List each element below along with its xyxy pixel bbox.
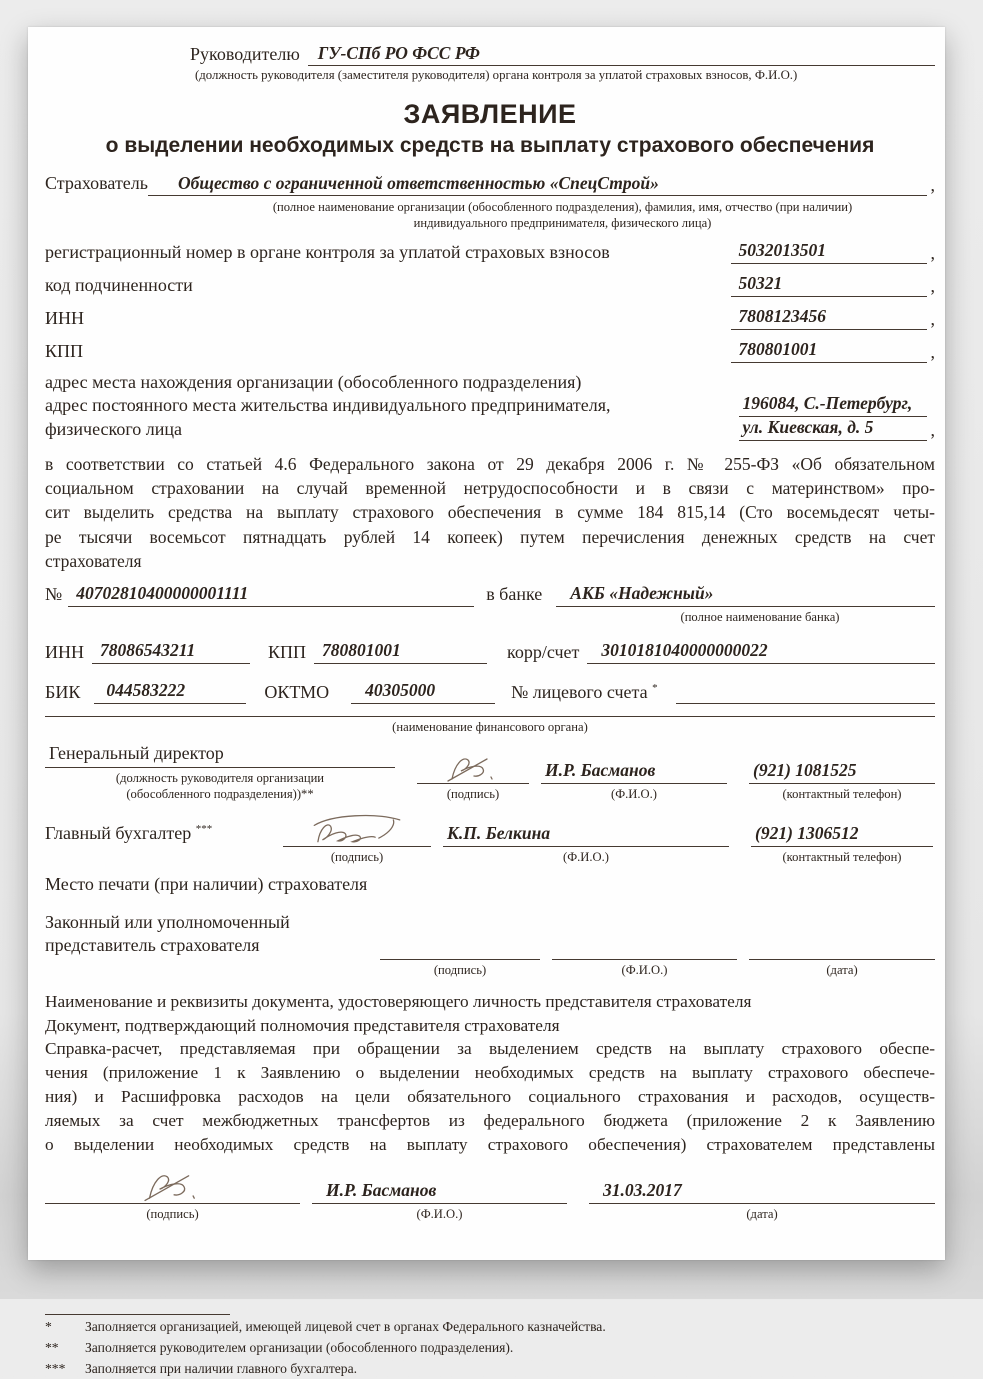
bank-inn-label: ИНН bbox=[45, 641, 84, 662]
document-page bbox=[28, 27, 945, 1377]
address-label bbox=[45, 371, 739, 441]
bank-kpp-field: 780801001 bbox=[314, 640, 487, 664]
corr-account-field: 3010181040000000022 bbox=[587, 640, 935, 664]
regnumber-field: 5032013501 bbox=[731, 240, 927, 264]
representative-date-col bbox=[749, 933, 935, 978]
addressee-row bbox=[190, 43, 935, 66]
final-signature-icon bbox=[141, 1168, 205, 1206]
final-name-col bbox=[312, 1177, 567, 1222]
documents-line: Наименование и реквизиты документа, удостоверяющего личность представителя страхователя bbox=[45, 991, 752, 1011]
fin-organ-caption: (наименование финансового органа) bbox=[392, 719, 588, 734]
accountant-sign-caption: (подпись) bbox=[330, 850, 384, 865]
footnote-row bbox=[45, 1317, 935, 1336]
director-position-caption bbox=[45, 770, 395, 802]
footnote-star: * bbox=[652, 681, 658, 694]
comma: , bbox=[930, 243, 935, 263]
accountant-phone-col bbox=[751, 820, 933, 865]
documents-line: ния) и Расшифровка расходов на цели обязательного социального страхования и расходов, осуществ- bbox=[45, 1087, 935, 1107]
addressee-label: Руководителю bbox=[190, 44, 300, 64]
director-phone-col bbox=[749, 757, 935, 802]
oktmo-field: 40305000 bbox=[351, 680, 495, 704]
accountant-name-field: К.П. Белкина bbox=[443, 820, 729, 847]
personal-account-field bbox=[676, 701, 935, 704]
footnote-stars: *** bbox=[195, 822, 213, 835]
address-row bbox=[45, 371, 935, 441]
subordination-field: 50321 bbox=[731, 273, 927, 297]
insured-label: Страхователь bbox=[45, 173, 148, 194]
footnote-mark: ** bbox=[45, 1340, 59, 1356]
inn-field: 7808123456 bbox=[731, 306, 927, 330]
comma: , bbox=[930, 309, 935, 329]
director-phone-field: (921) 1081525 bbox=[749, 757, 935, 784]
kpp-field: 780801001 bbox=[731, 339, 927, 363]
footnote-text: Заполняется организацией, имеющей лицевой счет в органах Федерального казначейства. bbox=[85, 1318, 606, 1334]
oktmo-label: ОКТМО bbox=[264, 681, 330, 702]
accountant-row bbox=[45, 820, 935, 865]
bik-label: БИК bbox=[45, 681, 81, 702]
accountant-name-caption: (Ф.И.О.) bbox=[563, 850, 609, 865]
footnote-text: Заполняется при наличии главного бухгалтера. bbox=[85, 1361, 358, 1377]
final-signature-row bbox=[45, 1177, 935, 1222]
documents-line: чения (приложение 1 к Заявлению о выделении необходимых средств на выплату страхового обеспече- bbox=[45, 1063, 935, 1083]
documents-paragraph bbox=[45, 990, 935, 1157]
final-sign-col bbox=[45, 1177, 300, 1222]
accountant-label-text: Главный бухгалтер bbox=[45, 822, 192, 843]
representative-label-line1: Законный или уполномоченный bbox=[45, 911, 290, 932]
insured-caption-line2: индивидуального предпринимателя, физического лица) bbox=[413, 215, 712, 230]
accountant-signature-field bbox=[283, 820, 431, 847]
addressee-caption: (должность руководителя (заместителя руководителя) органа контроля за уплатой страховых взносов, Ф.И.О.) bbox=[195, 68, 798, 83]
field-row-subordination bbox=[45, 273, 935, 297]
accountant-signature-icon bbox=[307, 809, 407, 849]
corr-account-label: корр/счет bbox=[507, 641, 580, 662]
field-row-inn bbox=[45, 306, 935, 330]
director-phone-caption: (контактный телефон) bbox=[782, 787, 902, 802]
bank-kpp-label: КПП bbox=[268, 641, 307, 662]
bank-label: в банке bbox=[486, 584, 543, 605]
account-number-field: 40702810400000001111 bbox=[68, 583, 474, 607]
director-row bbox=[45, 741, 935, 802]
accountant-label-col bbox=[45, 822, 283, 866]
footnotes-divider bbox=[45, 1314, 230, 1315]
statement-line: ре тысячи восемьсот пятнадцать рублей 14 копеек) путем перечисления денежных средств на счет bbox=[45, 526, 935, 547]
representative-label-col bbox=[45, 911, 380, 978]
insured-value-field: Общество с ограниченной ответственностью «СпецСтрой» bbox=[148, 173, 927, 196]
director-position-field: Генеральный директор bbox=[45, 741, 395, 768]
personal-account-label bbox=[511, 681, 657, 704]
director-signature-icon bbox=[445, 752, 501, 786]
insured-caption bbox=[190, 199, 935, 231]
accountant-phone-field: (921) 1306512 bbox=[751, 820, 933, 847]
director-position-caption-line2: (обособленного подразделения))** bbox=[126, 787, 314, 802]
address-label-line1: адрес места нахождения организации (обособленного подразделения) bbox=[45, 372, 582, 392]
bank-inn-field: 78086543211 bbox=[92, 640, 250, 664]
subordination-label: код подчиненности bbox=[45, 274, 193, 295]
bik-field: 044583222 bbox=[94, 680, 246, 704]
director-name-col bbox=[541, 757, 727, 802]
accountant-label bbox=[45, 822, 283, 847]
representative-date-field bbox=[749, 933, 935, 960]
regnumber-label: регистрационный номер в органе контроля за уплатой страховых взносов bbox=[45, 241, 610, 262]
fin-organ-line bbox=[45, 716, 935, 717]
footnote-row bbox=[45, 1359, 935, 1378]
footnote-text: Заполняется руководителем организации (обособленного подразделения). bbox=[85, 1340, 514, 1356]
representative-name-col bbox=[552, 933, 737, 978]
final-date-col bbox=[589, 1177, 935, 1222]
inn-label: ИНН bbox=[45, 307, 84, 328]
address-value-line1: 196084, С.-Петербург, bbox=[739, 393, 927, 417]
personal-account-label-text: № лицевого счета bbox=[511, 681, 648, 702]
director-sign-col bbox=[417, 757, 529, 802]
statement-line: в соответствии со статьей 4.6 Федерального закона от 29 декабря 2006 г. № 255-ФЗ «Об обязательном bbox=[45, 454, 935, 475]
statement-line: сит выделить средства на выплату страхового обеспечения в сумме 184 815,14 (Сто восемьдесят четы- bbox=[45, 502, 935, 523]
address-value-line2: ул. Киевская, д. 5 bbox=[739, 417, 927, 441]
insured-caption-line1: (полное наименование организации (обособленного подразделения), фамилия, имя, отчество (при наличии) bbox=[272, 199, 853, 214]
final-signature-field bbox=[45, 1177, 300, 1204]
director-signature-field bbox=[417, 757, 529, 784]
representative-name-caption: (Ф.И.О.) bbox=[621, 962, 668, 977]
accountant-sign-col bbox=[283, 820, 431, 865]
representative-sign-caption: (подпись) bbox=[433, 962, 487, 977]
representative-name-field bbox=[552, 933, 737, 960]
addressee-value-field: ГУ-СПб РО ФСС РФ bbox=[308, 43, 935, 66]
director-position-caption-line1: (должность руководителя организации bbox=[115, 771, 325, 786]
field-row-kpp bbox=[45, 339, 935, 363]
address-value-field bbox=[739, 393, 927, 441]
account-row bbox=[45, 583, 935, 607]
director-name-field: И.Р. Басманов bbox=[541, 757, 727, 784]
document-title: ЗАЯВЛЕНИЕ bbox=[403, 99, 577, 130]
footnote-mark: *** bbox=[45, 1361, 66, 1377]
bank-details-row bbox=[45, 640, 935, 664]
footnote-row bbox=[45, 1338, 935, 1357]
statement-line: социальном страховании на случай временной нетрудоспособности и в связи с материнством» про- bbox=[45, 478, 935, 499]
director-sign-caption: (подпись) bbox=[446, 787, 500, 802]
final-name-field: И.Р. Басманов bbox=[312, 1177, 567, 1204]
document-subtitle: о выделении необходимых средств на выплату страхового обеспечения bbox=[105, 134, 875, 158]
comma: , bbox=[930, 174, 935, 195]
accountant-phone-caption: (контактный телефон) bbox=[782, 850, 902, 865]
documents-line: Справка-расчет, представляемая при обращении за выделением средств на выплату страхового обеспе- bbox=[45, 1039, 935, 1059]
insured-row bbox=[45, 172, 935, 195]
documents-line: ляемых за счет межбюджетных трансфертов из федерального бюджета (приложение 2 к Заявлению bbox=[45, 1111, 935, 1130]
footnote-mark: * bbox=[45, 1318, 52, 1334]
kpp-label: КПП bbox=[45, 340, 84, 361]
final-sign-caption: (подпись) bbox=[146, 1206, 199, 1221]
bank-caption: (полное наименование банка) bbox=[680, 609, 840, 624]
address-label-line3: физического лица bbox=[45, 418, 183, 439]
bik-row bbox=[45, 680, 935, 704]
final-date-caption: (дата) bbox=[746, 1206, 778, 1221]
field-row-regnumber bbox=[45, 240, 935, 264]
account-number-sign: № bbox=[45, 584, 63, 605]
comma: , bbox=[930, 276, 935, 296]
documents-line: Документ, подтверждающий полномочия представителя страхователя bbox=[45, 1015, 560, 1035]
accountant-name-col bbox=[443, 820, 729, 865]
comma: , bbox=[930, 420, 935, 441]
representative-label-line2: представитель страхователя bbox=[45, 935, 260, 956]
representative-signature-field bbox=[380, 933, 540, 960]
documents-line: о выделении необходимых средств на выплату страхового обеспечения) страхователем представлены bbox=[45, 1134, 935, 1154]
representative-row bbox=[45, 911, 935, 978]
statement-line: страхователя bbox=[45, 550, 142, 571]
representative-sign-col bbox=[380, 933, 540, 978]
final-date-field: 31.03.2017 bbox=[589, 1177, 935, 1204]
final-name-caption: (Ф.И.О.) bbox=[416, 1206, 463, 1221]
address-label-line2: адрес постоянного места жительства индивидуального предпринимателя, bbox=[45, 395, 611, 416]
bank-name-field: АКБ «Надежный» bbox=[556, 583, 935, 607]
comma: , bbox=[930, 342, 935, 362]
representative-date-caption: (дата) bbox=[826, 962, 858, 977]
director-name-caption: (Ф.И.О.) bbox=[611, 787, 657, 802]
stamp-note: Место печати (при наличии) страхователя bbox=[45, 874, 368, 895]
statement-paragraph bbox=[45, 452, 935, 573]
director-position-col bbox=[45, 741, 395, 802]
